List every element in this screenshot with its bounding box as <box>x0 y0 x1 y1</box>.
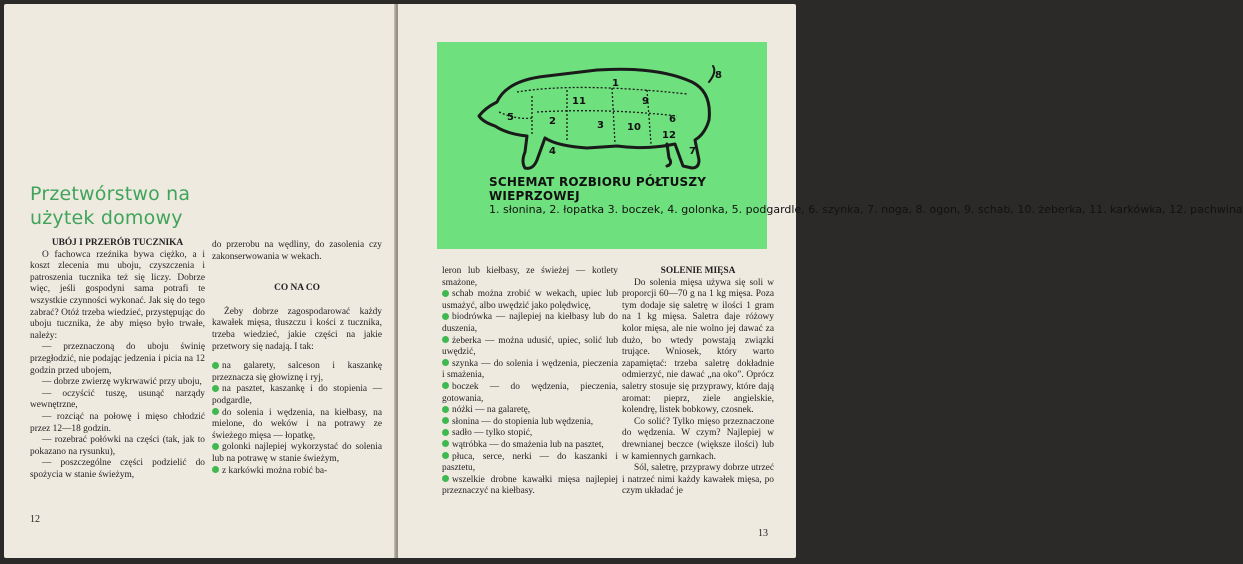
caption-line-2: WIEPRZOWEJ <box>489 189 580 203</box>
bullet-dot-icon <box>442 336 449 343</box>
bullet-dot-icon <box>442 382 449 389</box>
section-title: UBÓJ I PRZERÓB TUCZNIKA <box>51 238 184 248</box>
bullet-dot-icon <box>442 359 449 366</box>
left-col1-paragraph: — oczyścić tuszę, usunąć narządy wewnętrzne, <box>30 388 205 411</box>
left-col2-bullet-item: z karkówki można robić ba- <box>212 466 382 478</box>
left-page <box>4 4 396 558</box>
part-number-label: 6 <box>669 114 676 125</box>
bullet-dot-icon <box>212 443 219 450</box>
diagram-part-label: 4. golonka, <box>667 203 732 216</box>
right-col1-bullet-item: żeberka — można udusić, upiec, solić lub uwędzić, <box>442 335 618 358</box>
right-col1-bullet-item: słonina — do stopienia lub wędzenia, <box>442 417 618 429</box>
chapter-heading: Przetwórstwo na użytek domowy <box>30 183 191 229</box>
diagram-part-label: 6. szynka, <box>808 203 868 216</box>
right-col1-bullet-item: schab można zrobić w wekach, upiec lub usmażyć, albo uwędzić jako polędwicę, <box>442 289 618 311</box>
part-number-label: 10 <box>627 122 641 133</box>
bullet-dot-icon <box>212 408 219 415</box>
diagram-part-label: 10. żeberka, <box>1017 203 1090 216</box>
bullet-dot-icon <box>442 440 449 447</box>
bullet-dot-icon <box>442 429 449 436</box>
part-number-label: 12 <box>662 130 676 141</box>
left-col2-bullet-item: golonki najlepiej wykorzystać do solenia lub na potrawę w stanie świeżym, <box>212 442 382 464</box>
left-col2-bullet-item: na pasztet, kaszankę i do stopienia — podgardle, <box>212 384 382 406</box>
part-number-label: 7 <box>689 146 696 157</box>
co-na-co-title: CO NA CO <box>274 283 320 294</box>
bullet-dot-icon <box>442 417 449 424</box>
bullet-dot-icon <box>442 452 449 459</box>
left-col2-bullet-item: na galarety, salceson i kaszankę przeznacza się głowiznę i ryj, <box>212 361 382 383</box>
right-column-2 <box>622 266 774 498</box>
diagram-part-label: 1. słonina, <box>489 203 550 216</box>
right-col1-bullets <box>442 289 618 498</box>
right-column-1 <box>442 266 618 498</box>
caption-line-1: SCHEMAT ROZBIORU PÓŁTUSZY <box>489 175 707 189</box>
left-col1-paragraph: — poszczególne części podzielić do spożycia w stanie świeżym, <box>30 458 205 480</box>
bullet-dot-icon <box>442 313 449 320</box>
left-col1-paragraph: — rozebrać połówki na części (tak, jak to pokazano na rysunku), <box>30 435 205 457</box>
part-number-label: 11 <box>572 96 586 107</box>
diagram-part-label: 7. noga, <box>867 203 916 216</box>
part-number-label: 5 <box>507 112 514 123</box>
right-col1-bullet-item: wątróbka — do smażenia lub na pasztet, <box>442 440 618 452</box>
right-col1-bullet-item: sadło — tylko stopić, <box>442 428 618 440</box>
pig-cut-diagram <box>437 42 1243 249</box>
right-col2-paragraph: Co solić? Tylko mięso przeznaczone do wędzenia. W czym? Najlepiej w drewnianej beczce (większe ilości) lub w kamiennych garnkach. <box>622 416 774 462</box>
part-number-label: 3 <box>597 120 604 131</box>
diagram-part-label: 12. pachwina <box>1169 203 1243 216</box>
diagram-part-label: 9. schab, <box>963 203 1018 216</box>
left-col2-para: Żeby dobrze zagospodarować każdy kawałek mięsa, tłuszczu i kości z tucznika, trzeba wiedzieć, jakie części na jakie przetwory się nadają. I tak: <box>212 306 382 352</box>
bullet-dot-icon <box>442 406 449 413</box>
bullet-dot-icon <box>212 466 219 473</box>
diagram-part-label: 8. ogon, <box>915 203 964 216</box>
pig-diagram-icon <box>437 42 767 249</box>
right-col1-bullet-item: wszelkie drobne kawałki mięsa najlepiej przeznaczyć na kiełbasy. <box>442 474 618 497</box>
left-col1-paragraph: — rozciąć na połowę i mięso chłodzić przez 12—18 godzin. <box>30 411 205 434</box>
right-col1-bullet-item: szynka — do solenia i wędzenia, pieczenia i smażenia, <box>442 358 618 381</box>
right-col2-paragraph: Sól, saletrę, przyprawy dobrze utrzeć i natrzeć nimi każdy kawałek mięsa, po czym układać je <box>622 463 774 497</box>
left-column-1 <box>30 238 205 481</box>
bullet-dot-icon <box>212 385 219 392</box>
right-col2-text <box>622 278 774 498</box>
left-col1-text <box>30 250 205 482</box>
left-column-2 <box>212 240 382 477</box>
right-col1-bullet-item: nóżki — na galaretę, <box>442 405 618 417</box>
right-col1-bullet-item: boczek — do wędzenia, pieczenia, gotowania, <box>442 381 618 404</box>
page-number-left: 12 <box>30 514 40 525</box>
diagram-part-label: 11. karkówka, <box>1089 203 1170 216</box>
bullet-dot-icon <box>442 475 449 482</box>
part-number-label: 9 <box>642 96 649 107</box>
part-number-label: 8 <box>715 70 722 81</box>
right-col1-bullet-item: biodrówka — najlepiej na kiełbasy lub do duszenia, <box>442 312 618 334</box>
diagram-part-label: 5. podgardle, <box>731 203 809 216</box>
diagram-part-label: 2. łopatka <box>549 203 608 216</box>
diagram-caption-title <box>489 175 759 203</box>
right-col1-intro: leron lub kiełbasy, ze świeżej — kotlety smażone, <box>442 266 618 288</box>
left-col1-paragraph: — dobrze zwierzę wykrwawić przy uboju, <box>42 377 202 388</box>
right-col2-paragraph: Do solenia mięsa używa się soli w proporcji 60—70 g na 1 kg mięsa. Poza tym dodaje się saletrę w ilości 1 gram na 1 kg mięsa. Saletra daje różowy kolor mięsa, ale nie wolno jej dawać za dużo, bo wtedy powstają związki trujące. Wniosek, który warto zapamiętać: trzeba saletrę dokładnie odmierzyć, nie dawać „na oko”. Oprócz saletry stosuje się przyprawy, które dają aromat: pieprz, ziele angielskie, kolendrę, listek bobkowy, czosnek. <box>622 277 774 416</box>
bullet-dot-icon <box>212 362 219 369</box>
left-col2-intro: do przerobu na wędliny, do zasolenia czy zakonserwowania w wekach. <box>212 240 382 262</box>
left-col1-paragraph: — przeznaczoną do uboju świnię przegłodzić, nie podając jedzenia i picia na 12 godzin przed ubojem, <box>30 342 205 376</box>
right-col1-bullet-item: płuca, serce, nerki — do kaszanki i pasztetu, <box>442 451 618 474</box>
part-number-label: 4 <box>549 146 556 157</box>
diagram-part-label: 3. boczek, <box>607 203 668 216</box>
left-col2-bullets <box>212 361 382 477</box>
left-col2-bullet-item: do solenia i wędzenia, na kiełbasy, na mielone, do weków i na potrawy ze świeżego mięsa — łopatkę, <box>212 407 382 441</box>
part-number-label: 2 <box>549 116 556 127</box>
part-number-label: 1 <box>612 78 619 89</box>
solenie-title: SOLENIE MIĘSA <box>660 266 736 276</box>
left-col1-paragraph: O fachowca rzeźnika bywa ciężko, a i koszt zlecenia mu uboju, czyszczenia i patroszenia tucznika też się liczy. Dobrze więc, jeśli gospodyni sama potrafi te wszystkie czynności wykonać. Jak się do tego zabrać? Otóż trzeba wiedzieć, przystępując do uboju tucznika, że aby mięso było trwałe, należy: <box>30 249 205 341</box>
bullet-dot-icon <box>442 290 449 297</box>
diagram-parts-list <box>489 203 1243 217</box>
page-number-right: 13 <box>758 528 768 539</box>
